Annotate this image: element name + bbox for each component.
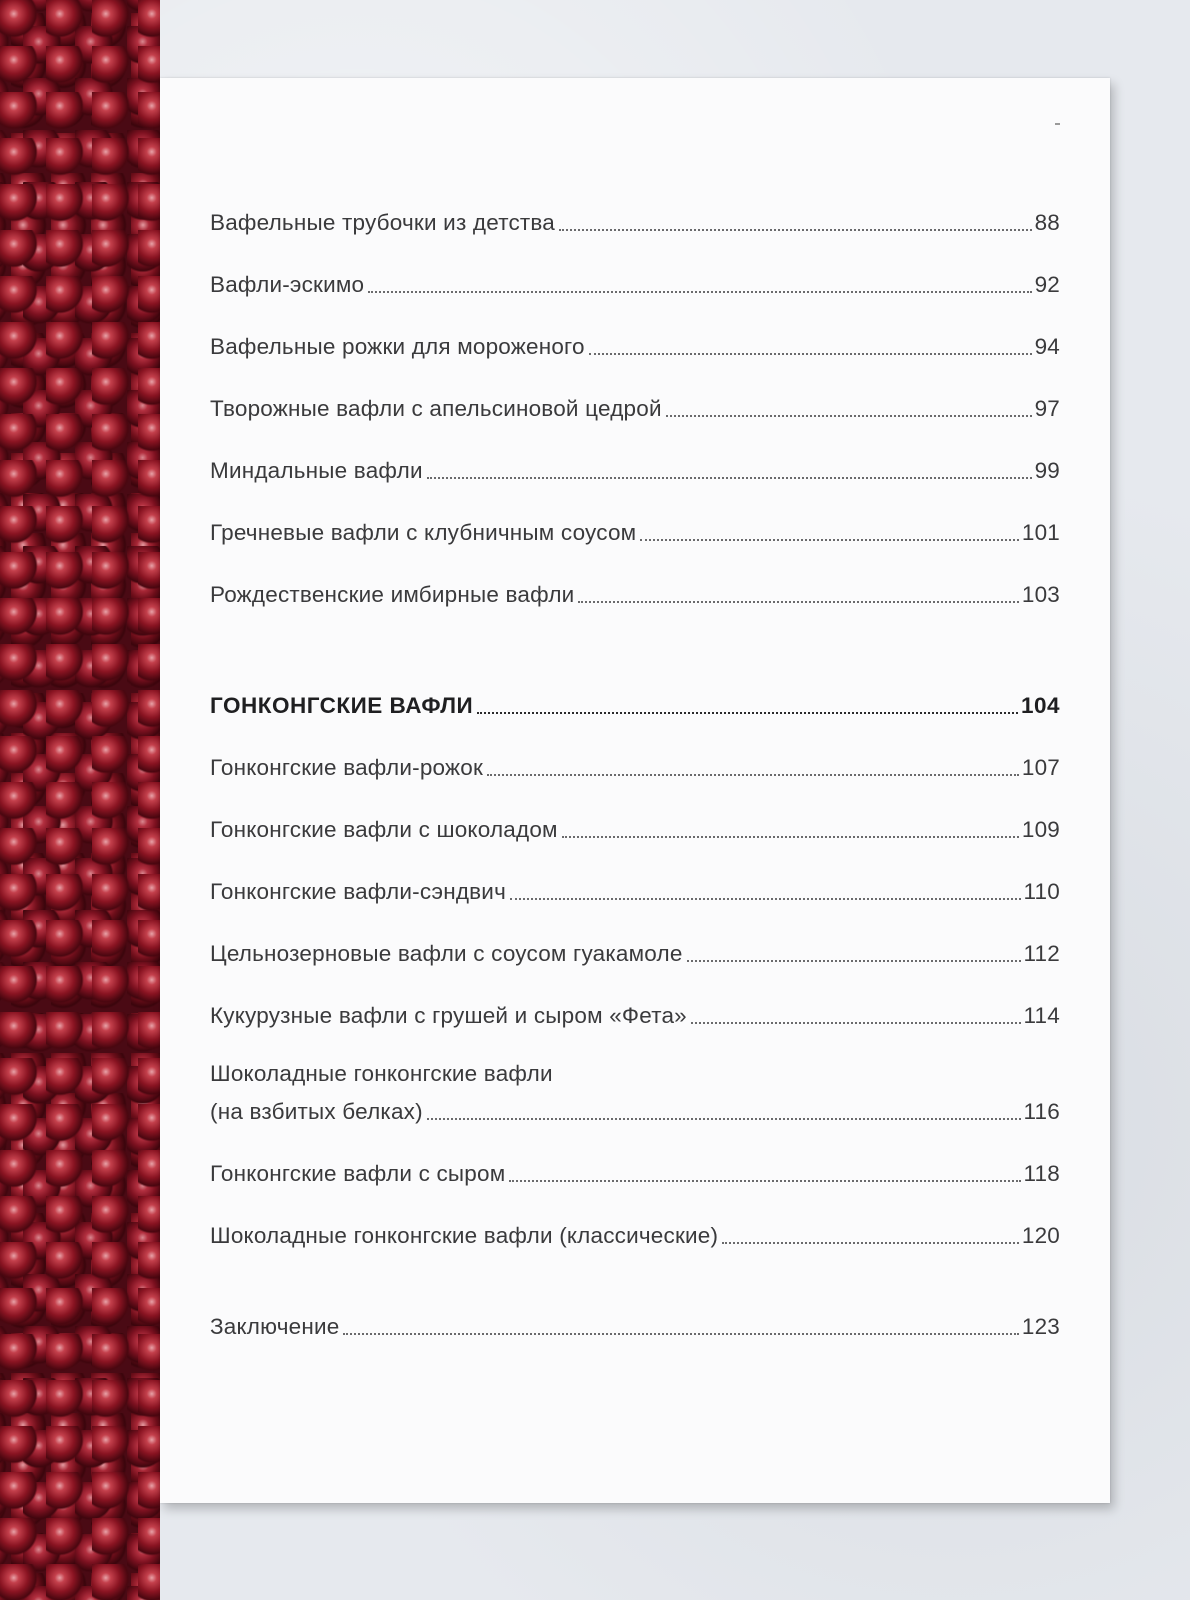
toc-entry-title: Гречневые вафли с клубничным соусом <box>210 520 637 545</box>
dot-leader <box>510 898 1021 900</box>
toc-entry-page: 101 <box>1021 520 1060 545</box>
dot-leader <box>578 601 1018 603</box>
toc-entry-page: 116 <box>1023 1099 1060 1124</box>
toc-entry[interactable] <box>210 937 1060 971</box>
dot-leader <box>487 774 1019 776</box>
toc-entry[interactable] <box>210 875 1060 909</box>
toc-entry[interactable] <box>210 999 1060 1033</box>
dot-leader <box>687 960 1021 962</box>
toc-entry-page: 112 <box>1023 941 1060 966</box>
dot-leader <box>427 477 1032 479</box>
toc-entry[interactable] <box>210 578 1060 612</box>
toc-entry-title-line1: Шоколадные гонконгские вафли <box>210 1061 553 1086</box>
dot-leader <box>722 1242 1019 1244</box>
toc-entry-title: Вафли-эскимо <box>210 272 365 297</box>
toc-entry-page: 103 <box>1021 582 1060 607</box>
toc-entry-page: 94 <box>1034 334 1060 359</box>
toc-entry-title: Заключение <box>210 1314 340 1339</box>
section-title: ГОНКОНГСКИЕ ВАФЛИ <box>210 693 474 718</box>
toc-entry-title: Шоколадные гонконгские вафли (классические) <box>210 1223 719 1248</box>
section-page: 104 <box>1020 693 1060 718</box>
toc-entry[interactable] <box>210 751 1060 785</box>
toc-entry-title: Гонконгские вафли с сыром <box>210 1161 506 1186</box>
toc-entry-title: Миндальные вафли <box>210 458 423 483</box>
dot-leader <box>559 229 1032 231</box>
toc-entry[interactable] <box>210 1157 1060 1191</box>
dot-leader <box>477 712 1018 714</box>
toc-entry-title: Цельнозерновые вафли с соусом гуакамоле <box>210 941 683 966</box>
print-mark <box>1055 123 1060 125</box>
dot-leader <box>343 1333 1018 1335</box>
toc-entry-page: 114 <box>1023 1003 1060 1028</box>
toc-entry-title: Гонконгские вафли с шоколадом <box>210 817 558 842</box>
toc-entry[interactable] <box>210 330 1060 364</box>
dot-leader <box>509 1180 1020 1182</box>
toc-entry-title: Творожные вафли с апельсиновой цедрой <box>210 396 662 421</box>
toc-entry[interactable] <box>210 516 1060 550</box>
toc-entry-page: 97 <box>1034 396 1060 421</box>
toc-entry-title-line2: (на взбитых белках) <box>210 1099 423 1124</box>
toc-entry-title: Гонконгские вафли-сэндвич <box>210 879 506 904</box>
toc-entry[interactable] <box>210 1219 1060 1253</box>
toc-entry-title: Вафельные рожки для мороженого <box>210 334 585 359</box>
toc-entry-page: 107 <box>1021 755 1060 780</box>
toc-entry-conclusion[interactable] <box>210 1310 1060 1344</box>
dot-leader <box>589 353 1032 355</box>
toc-entry[interactable] <box>210 813 1060 847</box>
toc-entry[interactable] <box>210 268 1060 302</box>
toc-entry-page: 88 <box>1034 210 1060 235</box>
toc-entry-page: 118 <box>1023 1161 1060 1186</box>
toc-entry[interactable] <box>210 392 1060 426</box>
dot-leader <box>562 836 1019 838</box>
toc-entry-page: 110 <box>1023 879 1060 904</box>
toc-entry-page: 109 <box>1021 817 1060 842</box>
dot-leader <box>640 539 1019 541</box>
toc-entry-page: 123 <box>1021 1314 1060 1339</box>
toc-entry-title: Вафельные трубочки из детства <box>210 210 556 235</box>
toc-entry-page: 120 <box>1021 1223 1060 1248</box>
toc-entry-title: Гонконгские вафли-рожок <box>210 755 483 780</box>
toc-section-heading[interactable] <box>210 689 1060 723</box>
dot-leader <box>691 1022 1021 1024</box>
toc-entry-title: Кукурузные вафли с грушей и сыром «Фета» <box>210 1003 687 1028</box>
toc-entry-page: 92 <box>1034 272 1060 297</box>
cranberries-photo <box>0 0 160 1600</box>
dot-leader <box>666 415 1032 417</box>
toc-entry-page: 99 <box>1034 458 1060 483</box>
dot-leader <box>368 291 1031 293</box>
toc-entry-title: Рождественские имбирные вафли <box>210 582 575 607</box>
book-page <box>160 78 1110 1503</box>
toc-entry[interactable] <box>210 1061 1060 1129</box>
toc-entry[interactable] <box>210 206 1060 240</box>
dot-leader <box>427 1118 1021 1120</box>
toc-entry[interactable] <box>210 454 1060 488</box>
